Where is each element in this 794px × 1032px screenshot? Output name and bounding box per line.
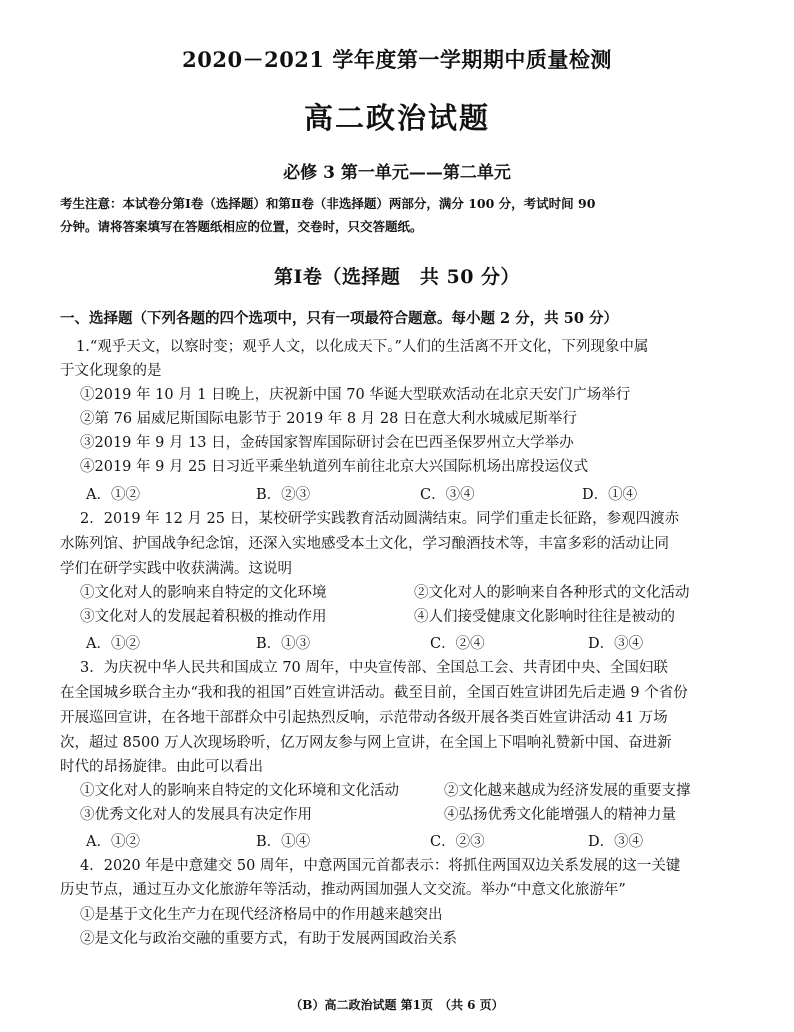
q4-statement-2: ②是文化与政治交融的重要方式，有助于发展两国政治关系: [80, 931, 457, 947]
q1-statement-1: ①2019 年 10 月 1 日晚上，庆祝新中国 70 华诞大型联欢活动在北京天安门广场举行: [80, 387, 631, 403]
q2-stem: 2．2019 年 12 月 25 日，某校研学实践教育活动圆满结束。同学们重走长征路，参观四渡赤: [80, 511, 680, 527]
q2-option-a: A．①②: [86, 636, 140, 652]
q3-statement-1: ①文化对人的影响来自特定的文化环境和文化活动: [80, 783, 399, 799]
q3-option-d: D．③④: [588, 834, 644, 850]
exam-notice-line2: 分钟。请将答案填写在答题纸相应的位置，交卷时，只交答题纸。: [60, 219, 423, 234]
section-title: 第Ⅰ卷（选择题 共 50 分）: [273, 266, 521, 288]
exam-title-main: 高二政治试题: [303, 101, 490, 135]
q3-stem-cont-1: 在全国城乡联合主办“我和我的祖国”百姓宣讲活动。截至目前，全国百姓宣讲团先后走過 9 个省份: [60, 685, 688, 701]
q3-stem: 3．为庆祝中华人民共和国成立 70 周年，中央宣传部、全国总工会、共青团中央、全国妇联: [80, 660, 668, 676]
q3-statement-4: ④弘扬优秀文化能增强人的精神力量: [444, 807, 676, 823]
q2-statement-4: ④人们接受健康文化影响时往往是被动的: [414, 609, 675, 625]
q3-statement-2: ②文化越来越成为经济发展的重要支撑: [444, 783, 691, 799]
q2-option-c: C．②④: [430, 636, 485, 652]
q2-statement-1: ①文化对人的影响来自特定的文化环境: [80, 585, 327, 601]
q2-option-b: B．①③: [256, 636, 311, 652]
q1-option-b: B．②③: [256, 487, 311, 503]
q2-statement-2: ②文化对人的影响来自各种形式的文化活动: [414, 585, 690, 601]
q3-option-b: B．①④: [256, 834, 311, 850]
q2-statement-3: ③文化对人的发展起着积极的推动作用: [80, 609, 327, 625]
exam-title-line1: 2020－2021 学年度第一学期期中质量检测: [182, 47, 612, 72]
q2-stem-cont-2: 学们在研学实践中收获满满。这说明: [60, 561, 292, 577]
exam-scope: 必修 3 第一单元——第二单元: [283, 163, 511, 183]
q2-option-d: D．③④: [588, 636, 644, 652]
q1-statement-3: ③2019 年 9 月 13 日，金砖国家智库国际研讨会在巴西圣保罗州立大学举办: [80, 435, 574, 451]
q4-stem: 4．2020 年是中意建交 50 周年，中意两国元首都表示：将抓住两国双边关系发展的这一关键: [80, 858, 681, 874]
q1-option-d: D．①④: [582, 487, 638, 503]
q3-statement-3: ③优秀文化对人的发展具有决定作用: [80, 807, 312, 823]
q4-statement-1: ①是基于文化生产力在现代经济格局中的作用越来越突出: [80, 907, 443, 923]
q1-stem-cont: 于文化现象的是: [60, 363, 162, 379]
part-heading: 一、选择题（下列各题的四个选项中，只有一项最符合题意。每小题 2 分，共 50 分）: [60, 310, 618, 327]
q1-statement-2: ②第 76 届威尼斯国际电影节于 2019 年 8 月 28 日在意大利水城威尼斯举行: [80, 411, 577, 427]
q3-stem-cont-2: 开展巡回宣讲，在各地干部群众中引起热烈反响，示范带动各级开展各类百姓宣讲活动 41 万场: [60, 710, 668, 726]
exam-notice-line1: 考生注意：本试卷分第Ⅰ卷（选择题）和第Ⅱ卷（非选择题）两部分，满分 100 分，考试时间 90: [60, 196, 596, 211]
q1-stem: 1.“观乎天文，以察时变；观乎人文，以化成天下。”人们的生活离不开文化，下列现象中属: [76, 339, 649, 355]
q3-stem-cont-3: 次，超过 8500 万人次现场聆听，亿万网友参与网上宣讲，在全国上下唱响礼赞新中国、奋进新: [60, 735, 672, 751]
q1-option-c: C．③④: [420, 487, 475, 503]
q3-option-c: C．②③: [430, 834, 485, 850]
q3-option-a: A．①②: [86, 834, 140, 850]
q3-stem-cont-4: 时代的昂扬旋律。由此可以看出: [60, 759, 263, 775]
q1-option-a: A．①②: [86, 487, 140, 503]
q2-stem-cont-1: 水陈列馆、护国战争纪念馆，还深入实地感受本土文化，学习酿酒技术等，丰富多彩的活动让同: [60, 536, 669, 552]
q4-stem-cont: 历史节点，通过互办文化旅游年等活动，推动两国加强人文交流。举办“中意文化旅游年”: [60, 882, 626, 898]
q1-statement-4: ④2019 年 9 月 25 日习近平乘坐轨道列车前往北京大兴国际机场出席投运仪式: [80, 459, 589, 475]
page-footer: （B）高二政治试题 第1页 （共 6 页）: [290, 998, 504, 1012]
